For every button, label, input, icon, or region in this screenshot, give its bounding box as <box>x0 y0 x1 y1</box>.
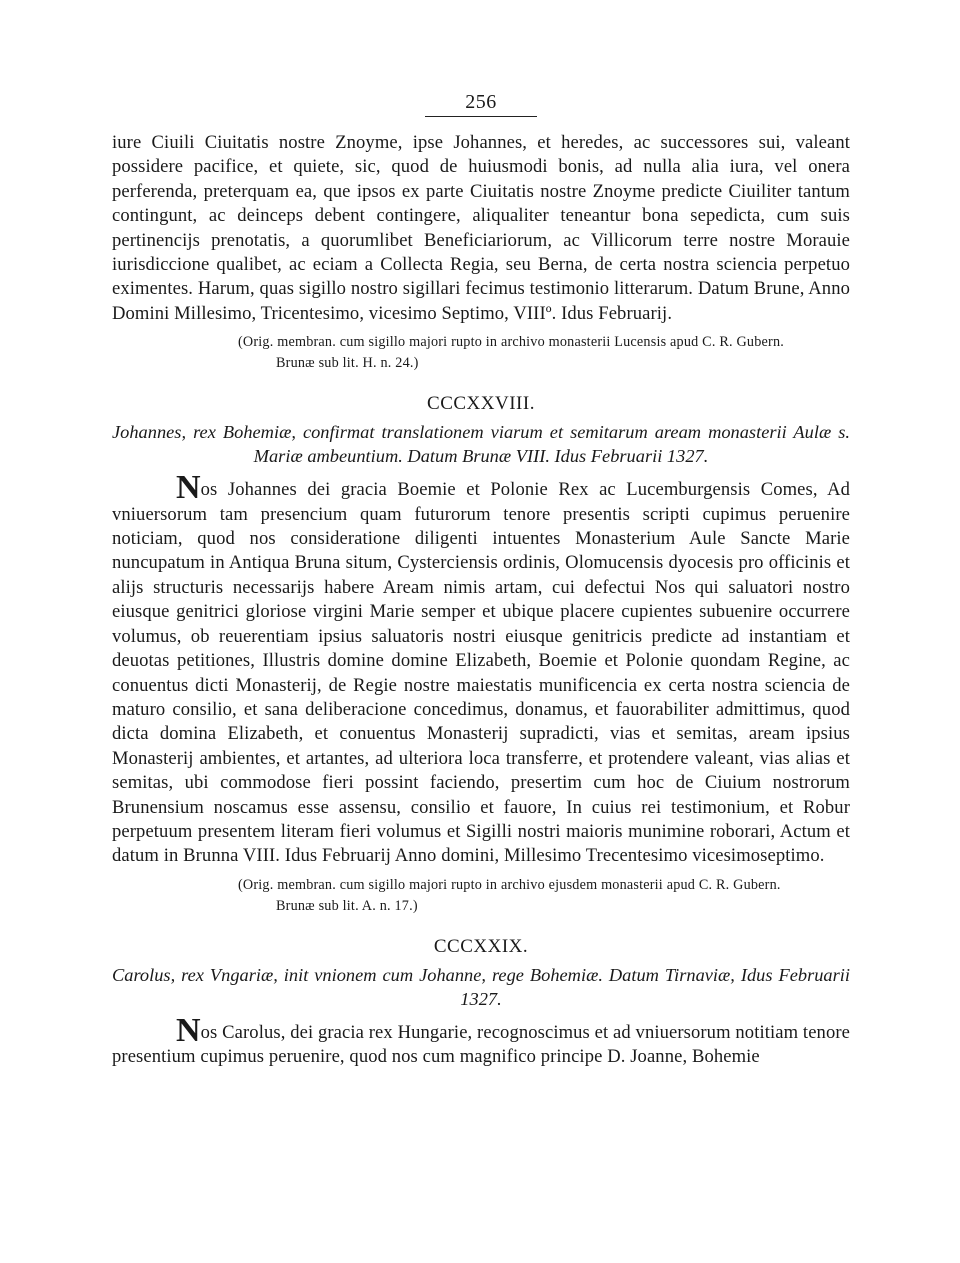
source-note-line: Brunæ sub lit. A. n. 17.) <box>276 897 418 914</box>
document-regest-329: Carolus, rex Vngariæ, init vnionem cum Johanne, rege Bohemiæ. Datum Tirnaviæ, Idus Februarii 1327. <box>112 964 850 1009</box>
document-body-329: os Carolus, dei gracia rex Hungarie, recognoscimus et ad vniuersorum notitiam tenore presentium cupimus peruenire, quod nos cum magnifico principe D. Joanne, Bohemie <box>112 1021 850 1068</box>
initial-letter: N <box>176 1011 201 1049</box>
source-note-327 <box>112 332 850 374</box>
continuation-paragraph: iure Ciuili Ciuitatis nostre Znoyme, ipse Johannes, et heredes, ac successores sui, valeant possidere pacifice, et quiete, sic, quod de huiusmodi bonis, ad nulla alia iura, vel onera perferenda, preterquam ea, que ipsos ex parte Ciuitatis nostre Znoyme predicte Ciuiliter tantum contingunt, ac deinceps debent contingere, aliqualiter teneantur bona sepedicta, cum suis pertinencijs prenotatis, a quorumlibet Beneficiariorum, ac Villicorum terre nostre Morauie iurisdiccione qualibet, ac eciam a Collecta Regia, seu Berna, de certa nostra sciencia perpetuo eximentes. Harum, quas sigillo nostro sigillari fecimus testimonio litterarum. Datum Brune, Anno Domini Millesimo, Tricentesimo, vicesimo Septimo, VIIIº. Idus Februarij. <box>112 132 850 324</box>
document-number-329: CCCXXIX. <box>433 935 529 957</box>
document-text-328 <box>112 469 850 869</box>
document-regest-328: Johannes, rex Bohemiæ, confirmat translationem viarum et semitarum aream monasterii Aulæ s. Mariæ ambeuntium. Datum Brunæ VIII. Idus Februarii 1327. <box>112 422 850 467</box>
document-text-329 <box>112 1011 850 1070</box>
page-number: 256 <box>465 91 497 113</box>
book-page <box>112 90 850 1070</box>
source-note-328 <box>112 875 850 917</box>
initial-letter: N <box>176 469 201 507</box>
document-body-328: os Johannes dei gracia Boemie et Polonie Rex ac Lucemburgensis Comes, Ad vniuersorum tam presencium quam futurorum tenore presentis scripti cupimus peruenire noticiam, quod nos consideratione diligenti intuentes Monasterium Aule Sancte Marie nuncupatum in Antiqua Bruna situm, Cysterciensis ordinis, Olomucensis dyocesis pro officinis et alijs structuris necessarijs habere Aream nimis artam, cui defectui Nos qui saluatori nostro eiusque genitrici gloriose virgini Marie semper et ubique placere cupientes subuenire occurrere volumus, ob reuerentiam ipsius saluatoris nostri eiusque genitricis predicte ad instantiam et deuotas petitiones, Illustris domine domine Elizabeth, Boemie et Polonie quondam Regine, ac conuentus dicti Monasterij, de Regie nostre maiestatis munificencia ex certa nostra sciencia de maturo consilio, et sana deliberacione concedimus, donamus, et fauorabiliter admittimus, quod dicta domina Elizabeth, et conuentus Monasterij supradicti, vias et semitas, aream ipsius Monasterij ambientes, et artantes, ad ulteriora loca transferre, et protendere valeant, vias alias et semitas, ubi commodose fieri possint faciendo, presertim cum hoc de Ciuium nostrorum Brunensium noscamus esse assensu, consilio et fauore, In cuius rei testimonium, et Robur perpetuum presentem literam fieri volumus et Sigilli nostri maioris munimine roborari, Actum et datum in Brunna VIII. Idus Februarij Anno domini, Millesimo Trecentesimo vicesimoseptimo. <box>112 479 850 867</box>
source-note-line: (Orig. membran. cum sigillo majori rupto in archivo ejusdem monasterii apud C. R. Gubern. <box>238 876 781 893</box>
document-number-328: CCCXXVIII. <box>427 393 535 415</box>
page-number-rule <box>425 116 537 117</box>
source-note-line: Brunæ sub lit. H. n. 24.) <box>276 355 419 372</box>
source-note-line: (Orig. membran. cum sigillo majori rupto in archivo monasterii Lucensis apud C. R. Gubern. <box>238 334 784 351</box>
